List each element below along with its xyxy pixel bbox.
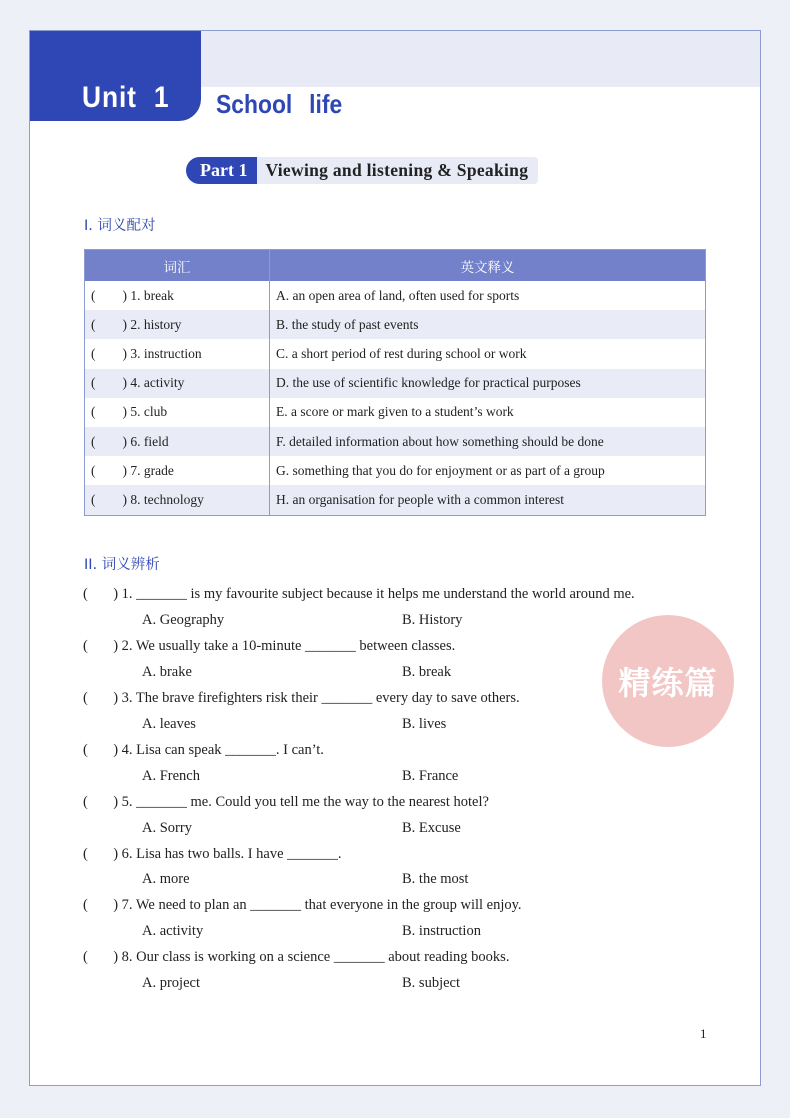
section-heading-discrimination: II. 词义辨析 bbox=[84, 557, 160, 573]
stamp-text: 精练篇 bbox=[618, 664, 718, 702]
definition-cell: G. something that you do for enjoyment or as part of a group bbox=[270, 456, 706, 485]
option-b: B. the most bbox=[402, 871, 469, 887]
option-a: A. French bbox=[142, 768, 200, 784]
word-cell: ( ) 5. club bbox=[85, 398, 270, 427]
col-header-word: 词汇 bbox=[85, 250, 270, 282]
option-a: A. project bbox=[142, 975, 200, 991]
definition-cell: D. the use of scientific knowledge for practical purposes bbox=[270, 369, 706, 398]
definition-cell: F. detailed information about how something should be done bbox=[270, 427, 706, 456]
question-7: ( ) 7. We need to plan an _______ that everyone in the group will enjoy. bbox=[83, 897, 522, 913]
option-a: A. more bbox=[142, 871, 190, 887]
part-title: Viewing and listening & Speaking bbox=[257, 157, 538, 184]
part-banner bbox=[186, 157, 538, 184]
question-3: ( ) 3. The brave firefighters risk their _______ every day to save others. bbox=[83, 690, 520, 706]
unit-tab bbox=[30, 31, 201, 121]
word-cell: ( ) 4. activity bbox=[85, 369, 270, 398]
option-b: B. France bbox=[402, 768, 459, 784]
word-cell: ( ) 3. instruction bbox=[85, 339, 270, 368]
table-row bbox=[85, 281, 706, 310]
option-b: B. instruction bbox=[402, 923, 481, 939]
unit-label: Unit 1 bbox=[82, 81, 170, 114]
word-cell: ( ) 8. technology bbox=[85, 485, 270, 515]
option-a: A. Geography bbox=[142, 612, 225, 628]
part-badge: Part 1 bbox=[186, 157, 257, 184]
option-a: A. leaves bbox=[142, 716, 196, 732]
word-cell: ( ) 7. grade bbox=[85, 456, 270, 485]
practice-stamp bbox=[602, 615, 734, 747]
table-row bbox=[85, 310, 706, 339]
definition-cell: H. an organisation for people with a common interest bbox=[270, 485, 706, 515]
question-8: ( ) 8. Our class is working on a science _______ about reading books. bbox=[83, 949, 510, 965]
table-row bbox=[85, 427, 706, 456]
table-row bbox=[85, 339, 706, 368]
word-cell: ( ) 6. field bbox=[85, 427, 270, 456]
question-1: ( ) 1. _______ is my favourite subject because it helps me understand the world around me. bbox=[83, 586, 635, 602]
worksheet-page bbox=[29, 30, 761, 1086]
question-5: ( ) 5. _______ me. Could you tell me the way to the nearest hotel? bbox=[83, 794, 489, 810]
word-cell: ( ) 1. break bbox=[85, 281, 270, 310]
definition-cell: A. an open area of land, often used for sports bbox=[270, 281, 706, 310]
table-row bbox=[85, 485, 706, 515]
option-a: A. brake bbox=[142, 664, 192, 680]
col-header-definition: 英文释义 bbox=[270, 250, 706, 282]
option-a: A. activity bbox=[142, 923, 204, 939]
unit-title: School life bbox=[216, 89, 343, 119]
section-heading-matching: I. 词义配对 bbox=[84, 218, 156, 234]
word-cell: ( ) 2. history bbox=[85, 310, 270, 339]
option-b: B. Excuse bbox=[402, 820, 461, 836]
table-row bbox=[85, 369, 706, 398]
definition-cell: B. the study of past events bbox=[270, 310, 706, 339]
question-2: ( ) 2. We usually take a 10-minute _______ between classes. bbox=[83, 638, 456, 654]
page-number: 1 bbox=[700, 1026, 707, 1041]
option-b: B. lives bbox=[402, 716, 447, 732]
option-b: B. History bbox=[402, 612, 463, 628]
option-b: B. subject bbox=[402, 975, 460, 991]
option-a: A. Sorry bbox=[142, 820, 192, 836]
option-b: B. break bbox=[402, 664, 452, 680]
table-header-row bbox=[85, 250, 706, 282]
table-row bbox=[85, 456, 706, 485]
definition-cell: E. a score or mark given to a student’s work bbox=[270, 398, 706, 427]
question-4: ( ) 4. Lisa can speak _______. I can’t. bbox=[83, 742, 324, 758]
definition-cell: C. a short period of rest during school or work bbox=[270, 339, 706, 368]
vocab-matching-table bbox=[84, 249, 706, 516]
question-6: ( ) 6. Lisa has two balls. I have _______. bbox=[83, 846, 342, 862]
table-row bbox=[85, 398, 706, 427]
